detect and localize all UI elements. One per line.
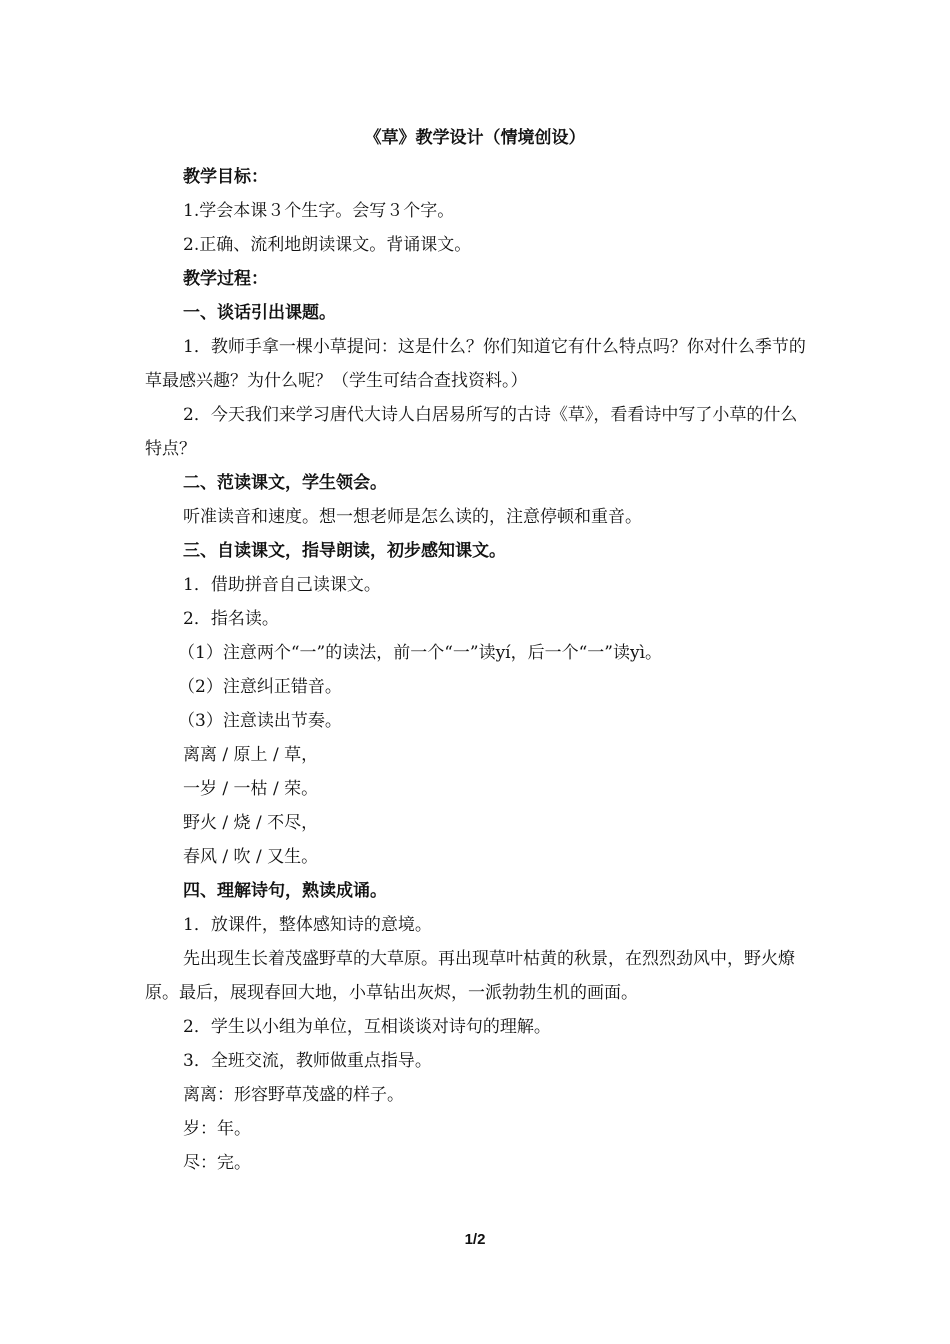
poem-line: 春风 / 吹 / 又生。	[183, 847, 319, 867]
paragraph: 2.正确、流利地朗读课文。背诵课文。	[183, 235, 472, 255]
paragraph: 2．今天我们来学习唐代大诗人白居易所写的古诗《草》，看看诗中写了小草的什么特点？	[145, 405, 798, 459]
section-heading: 四、理解诗句，熟读成诵。	[183, 881, 387, 901]
paragraph: 2．指名读。	[183, 609, 279, 629]
list-item: （2）注意纠正错音。	[178, 677, 342, 697]
section-heading: 二、范读课文，学生领会。	[183, 473, 387, 493]
paragraph: 先出现生长着茂盛野草的大草原。再出现草叶枯黄的秋景，在烈烈劲风中，野火燎原。最后，展现春回大地，小草钻出灰烬，一派勃勃生机的画面。	[145, 949, 795, 1003]
heading-teaching-goals: 教学目标：	[183, 167, 268, 187]
paragraph: 1．借助拼音自己读课文。	[183, 575, 381, 595]
page-number: 1/2	[464, 1231, 486, 1248]
paragraph: 1.学会本课３个生字。会写３个字。	[183, 201, 455, 221]
poem-line: 离离 / 原上 / 草，	[183, 745, 319, 765]
paragraph: 3．全班交流，教师做重点指导。	[183, 1051, 432, 1071]
list-item: （3）注意读出节奏。	[178, 711, 342, 731]
definition: 离离：形容野草茂盛的样子。	[183, 1085, 404, 1105]
definition: 尽：完。	[183, 1153, 251, 1173]
section-heading: 三、自读课文，指导朗读，初步感知课文。	[183, 541, 506, 561]
paragraph: 1．教师手拿一棵小草提问：这是什么？你们知道它有什么特点吗？你对什么季节的草最感兴趣？为什么呢？（学生可结合查找资料。）	[145, 337, 806, 391]
document-body	[145, 160, 810, 1180]
paragraph: 1．放课件，整体感知诗的意境。	[183, 915, 432, 935]
heading-teaching-process: 教学过程：	[183, 269, 268, 289]
document-title: 《草》教学设计（情境创设）	[364, 128, 586, 148]
paragraph: 2．学生以小组为单位，互相谈谈对诗句的理解。	[183, 1017, 551, 1037]
list-item: （1）注意两个“一”的读法，前一个“一”读yí，后一个“一”读yì。	[178, 643, 663, 663]
poem-line: 野火 / 烧 / 不尽，	[183, 813, 319, 833]
section-heading: 一、谈话引出课题。	[183, 303, 336, 323]
poem-line: 一岁 / 一枯 / 荣。	[183, 779, 319, 799]
paragraph: 听准读音和速度。想一想老师是怎么读的，注意停顿和重音。	[183, 507, 642, 527]
definition: 岁：年。	[183, 1119, 251, 1139]
